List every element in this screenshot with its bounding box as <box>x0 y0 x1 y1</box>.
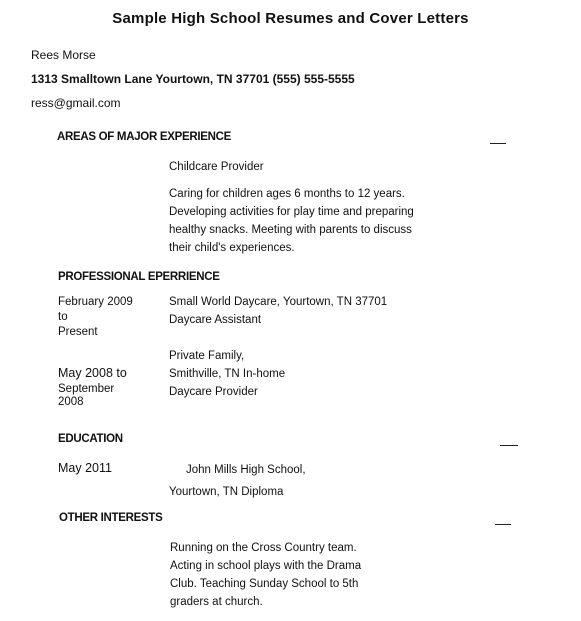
experience-date-line: Present <box>58 326 98 338</box>
experience-date-line: September <box>58 383 115 395</box>
experience-date-line: to <box>58 311 68 323</box>
areas-description-line: Developing activities for play time and preparing <box>169 206 414 218</box>
section-heading-areas-of-experience: AREAS OF MAJOR EXPERIENCE <box>57 131 231 143</box>
other-interests-text <box>170 539 361 611</box>
areas-description <box>169 185 414 257</box>
document-title: Sample High School Resumes and Cover Letters <box>112 10 469 27</box>
areas-role: Childcare Provider <box>169 161 264 173</box>
section-heading-professional-experience: PROFESSIONAL EPERRIENCE <box>58 271 220 283</box>
other-interests-line: Running on the Cross Country team. <box>170 542 357 554</box>
experience-detail <box>169 347 285 401</box>
contact-address-phone: 1313 Smalltown Lane Yourtown, TN 37701 (555) 555-5555 <box>31 72 355 86</box>
areas-description-line: healthy snacks. Meeting with parents to discuss <box>169 224 412 236</box>
education-detail-line: John Mills High School, <box>186 464 306 476</box>
experience-detail <box>169 293 387 329</box>
education-detail-line: Yourtown, TN Diploma <box>169 486 284 498</box>
experience-date-line: February 2009 <box>58 296 133 308</box>
section-heading-other-interests: OTHER INTERESTS <box>59 512 163 524</box>
experience-detail-line: Smithville, TN In-home <box>169 368 286 380</box>
experience-date <box>58 296 148 339</box>
section-rule <box>490 143 506 144</box>
experience-detail-line: Daycare Assistant <box>169 314 262 326</box>
contact-name: Rees Morse <box>31 48 96 62</box>
experience-detail-line: Small World Daycare, Yourtown, TN 37701 <box>169 296 388 308</box>
section-heading-education: EDUCATION <box>58 433 123 445</box>
education-detail <box>169 461 306 501</box>
areas-description-line: their child's experiences. <box>169 242 295 254</box>
experience-detail-line: Private Family, <box>169 350 245 362</box>
section-rule <box>500 445 518 446</box>
experience-date-line: 2008 <box>58 396 84 408</box>
education-date: May 2011 <box>58 461 112 475</box>
areas-description-line: Caring for children ages 6 months to 12 years. <box>169 188 405 200</box>
other-interests-line: graders at church. <box>170 596 263 608</box>
other-interests-line: Club. Teaching Sunday School to 5th <box>170 578 359 590</box>
experience-date-line: May 2008 to <box>58 366 127 380</box>
other-interests-line: Acting in school plays with the Drama <box>170 560 362 572</box>
experience-date <box>58 367 148 409</box>
experience-detail-line: Daycare Provider <box>169 386 258 398</box>
contact-email: ress@gmail.com <box>31 96 121 110</box>
section-rule <box>495 524 511 525</box>
